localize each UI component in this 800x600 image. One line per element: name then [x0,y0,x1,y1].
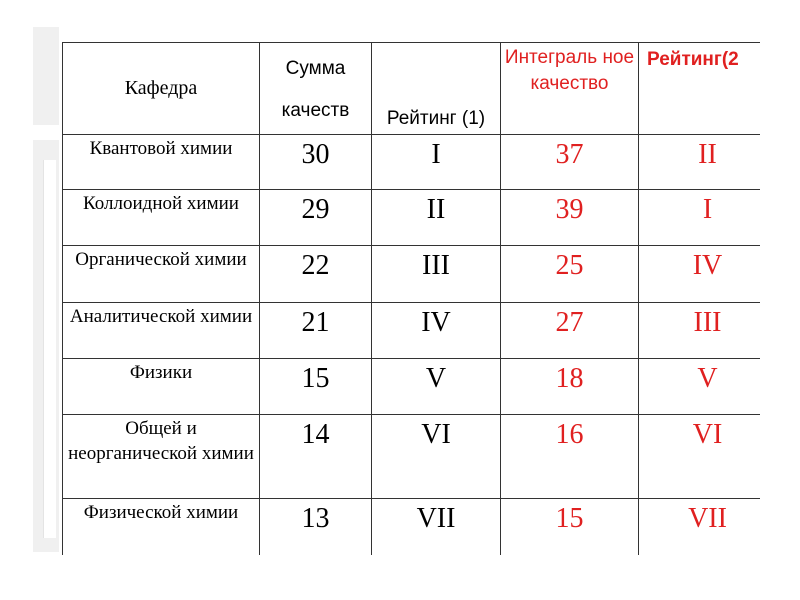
cell-rating1: VII [372,499,501,556]
cell-sum: 29 [260,190,372,246]
slide-decoration-left-inner [43,160,56,538]
cell-integral: 18 [501,359,639,415]
cell-rating1: V [372,359,501,415]
cell-sum: 22 [260,246,372,303]
table-row [63,246,761,303]
cell-department: Физики [63,359,260,415]
cell-department: Коллоидной химии [63,190,260,246]
header-integral: Интеграль ное качество [501,43,639,135]
table-row [63,190,761,246]
cell-sum: 14 [260,415,372,499]
cell-rating1: III [372,246,501,303]
cell-rating2: IV [639,246,761,303]
cell-department: Физической химии [63,499,260,556]
cell-sum: 30 [260,135,372,190]
cell-rating1: II [372,190,501,246]
header-rating2: Рейтинг(2 [639,43,761,135]
slide-decoration-top [33,27,59,125]
cell-integral: 39 [501,190,639,246]
cell-integral: 27 [501,303,639,359]
table-row [63,303,761,359]
cell-rating2: III [639,303,761,359]
cell-sum: 15 [260,359,372,415]
cell-rating1: VI [372,415,501,499]
cell-department: Органической химии [63,246,260,303]
header-department: Кафедра [63,43,260,135]
table-row [63,415,761,499]
ranking-table-container [62,42,760,555]
cell-integral: 25 [501,246,639,303]
header-rating1: Рейтинг (1) [372,43,501,135]
ranking-table [62,42,760,555]
cell-department: Квантовой химии [63,135,260,190]
cell-integral: 37 [501,135,639,190]
table-row [63,135,761,190]
cell-rating2: II [639,135,761,190]
cell-integral: 15 [501,499,639,556]
cell-rating1: I [372,135,501,190]
cell-rating2: V [639,359,761,415]
cell-rating2: I [639,190,761,246]
table-header-row [63,43,761,135]
cell-department: Аналитической химии [63,303,260,359]
table-row [63,499,761,556]
cell-sum: 21 [260,303,372,359]
cell-rating2: VI [639,415,761,499]
cell-department: Общей и неорганической химии [63,415,260,499]
table-row [63,359,761,415]
cell-rating1: IV [372,303,501,359]
cell-integral: 16 [501,415,639,499]
cell-rating2: VII [639,499,761,556]
cell-sum: 13 [260,499,372,556]
header-sum: Сумма качеств [260,43,372,135]
